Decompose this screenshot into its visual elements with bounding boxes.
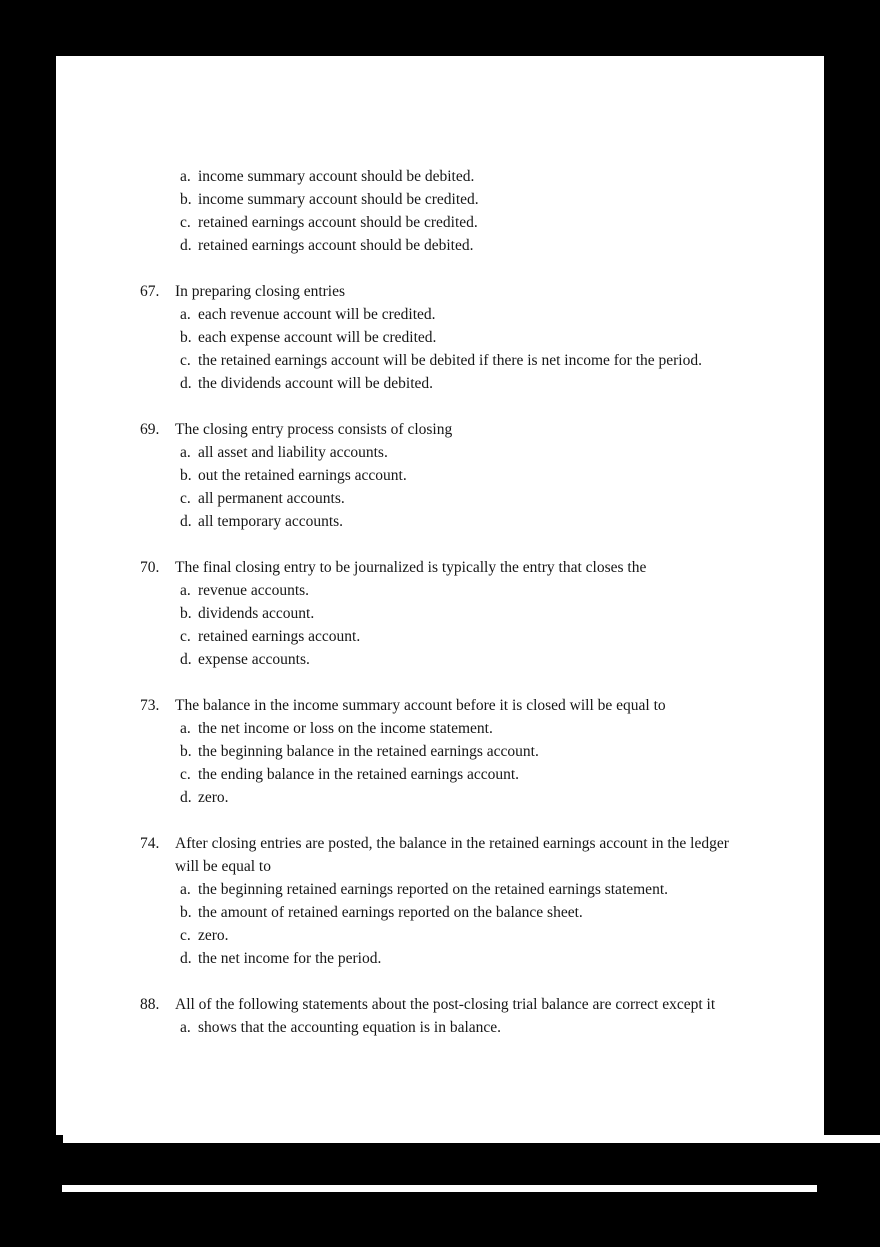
question-number: 67. (140, 283, 160, 300)
question-number: 73. (140, 697, 160, 714)
option-text: revenue accounts. (198, 582, 310, 599)
question-block (56, 694, 824, 809)
option-text: out the retained earnings account. (198, 467, 407, 484)
option-letter: b. (180, 329, 192, 346)
question-number: 70. (140, 559, 160, 576)
option-letter: d. (180, 950, 192, 967)
option-text: the beginning retained earnings reported on the retained earnings statement. (198, 881, 668, 898)
scan-artifact-strip (63, 1135, 880, 1143)
option-text: shows that the accounting equation is in balance. (198, 1019, 502, 1036)
answer-option-row (175, 188, 824, 211)
option-text: income summary account should be credited. (198, 191, 479, 208)
option-text: the net income or loss on the income statement. (198, 720, 493, 737)
option-letter: c. (180, 352, 191, 369)
question-block (56, 832, 824, 970)
answer-option-row (175, 717, 824, 740)
option-letter: b. (180, 904, 192, 921)
question-block (56, 993, 824, 1039)
option-letter: d. (180, 789, 192, 806)
answer-option-row (175, 786, 824, 809)
option-letter: c. (180, 214, 191, 231)
option-text: all asset and liability accounts. (198, 444, 388, 461)
question-stem-line: The final closing entry to be journalized is typically the entry that closes the (175, 559, 647, 576)
option-letter: a. (180, 1019, 191, 1036)
option-text: retained earnings account should be debited. (198, 237, 474, 254)
question-block (56, 418, 824, 533)
answer-option-row (175, 510, 824, 533)
option-letter: a. (180, 582, 191, 599)
option-text: the amount of retained earnings reported on the balance sheet. (198, 904, 583, 921)
answer-option-row (175, 487, 824, 510)
option-text: each revenue account will be credited. (198, 306, 436, 323)
option-text: zero. (198, 927, 229, 944)
question-stem-line: will be equal to (175, 858, 271, 875)
option-letter: d. (180, 375, 192, 392)
option-letter: c. (180, 766, 191, 783)
question-stem-line: The closing entry process consists of closing (175, 421, 453, 438)
answer-option-row (175, 579, 824, 602)
option-letter: c. (180, 628, 191, 645)
answer-option-row (175, 878, 824, 901)
option-letter: a. (180, 720, 191, 737)
answer-option-row (175, 740, 824, 763)
option-letter: c. (180, 490, 191, 507)
option-text: retained earnings account should be credited. (198, 214, 478, 231)
question-stem-line: In preparing closing entries (175, 283, 346, 300)
answer-option-row (175, 211, 824, 234)
option-text: all temporary accounts. (198, 513, 344, 530)
option-letter: d. (180, 237, 192, 254)
option-letter: b. (180, 467, 192, 484)
answer-option-row (175, 464, 824, 487)
answer-option-row (175, 1016, 824, 1039)
option-letter: a. (180, 168, 191, 185)
option-letter: d. (180, 513, 192, 530)
answer-option-row (175, 372, 824, 395)
option-text: zero. (198, 789, 229, 806)
option-text: the net income for the period. (198, 950, 382, 967)
option-text: dividends account. (198, 605, 315, 622)
option-text: each expense account will be credited. (198, 329, 437, 346)
answer-option-row (175, 901, 824, 924)
answer-option-row (175, 763, 824, 786)
answer-option-row (175, 648, 824, 671)
option-letter: b. (180, 191, 192, 208)
question-block (56, 165, 824, 257)
answer-option-row (175, 441, 824, 464)
answer-option-row (175, 234, 824, 257)
answer-option-row (175, 947, 824, 970)
option-text: the dividends account will be debited. (198, 375, 434, 392)
question-stem-line: The balance in the income summary account before it is closed will be equal to (175, 697, 666, 714)
option-text: all permanent accounts. (198, 490, 345, 507)
option-letter: b. (180, 743, 192, 760)
answer-option-row (175, 924, 824, 947)
scan-artifact-strip (62, 1185, 817, 1192)
option-letter: c. (180, 927, 191, 944)
question-block (56, 280, 824, 395)
question-number: 74. (140, 835, 160, 852)
question-stem-line: All of the following statements about the post-closing trial balance are correct except it (175, 996, 716, 1013)
answer-option-row (175, 349, 824, 372)
option-text: the retained earnings account will be debited if there is net income for the period. (198, 352, 702, 369)
option-letter: a. (180, 306, 191, 323)
option-letter: b. (180, 605, 192, 622)
answer-option-row (175, 625, 824, 648)
question-block (56, 556, 824, 671)
answer-option-row (175, 602, 824, 625)
question-stem-line: After closing entries are posted, the balance in the retained earnings account in the ledger (175, 835, 729, 852)
answer-option-row (175, 165, 824, 188)
questions-list (56, 165, 824, 1062)
option-text: expense accounts. (198, 651, 310, 668)
option-text: income summary account should be debited. (198, 168, 475, 185)
option-text: the ending balance in the retained earnings account. (198, 766, 520, 783)
question-number: 69. (140, 421, 160, 438)
option-text: retained earnings account. (198, 628, 361, 645)
option-letter: d. (180, 651, 192, 668)
option-text: the beginning balance in the retained earnings account. (198, 743, 539, 760)
answer-option-row (175, 326, 824, 349)
document-page (56, 56, 824, 1135)
question-number: 88. (140, 996, 160, 1013)
option-letter: a. (180, 444, 191, 461)
answer-option-row (175, 303, 824, 326)
option-letter: a. (180, 881, 191, 898)
